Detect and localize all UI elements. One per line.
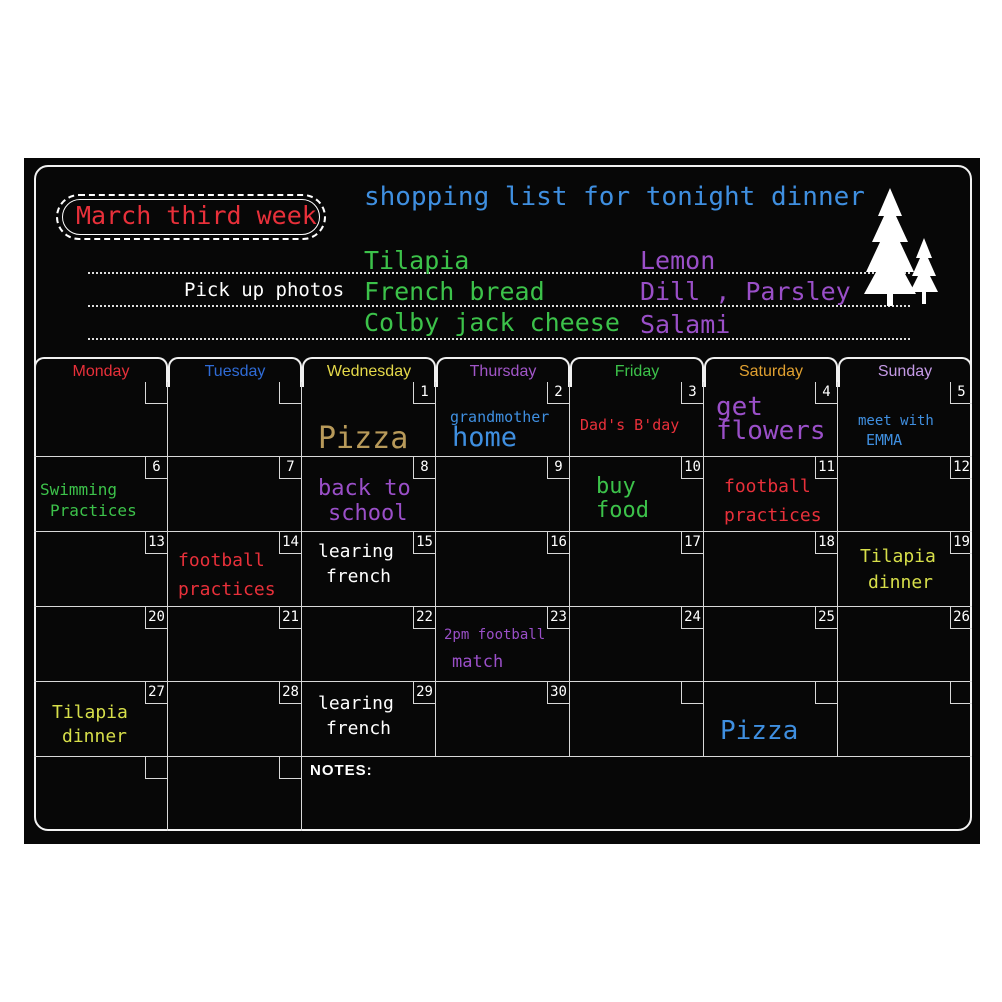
calendar-cell[interactable]: [168, 382, 302, 457]
event-grandmother-a: grandmother: [450, 408, 550, 426]
calendar-cell[interactable]: [34, 382, 168, 457]
calendar-cell[interactable]: [436, 757, 570, 831]
calendar-cell[interactable]: [34, 607, 168, 682]
date-number: 19: [950, 532, 972, 554]
event-learing-french-a: learing: [318, 541, 394, 562]
date-number: 11: [815, 457, 837, 479]
shopping-item-colby-jack: Colby jack cheese: [364, 308, 620, 337]
event-get-flowers-a: get: [716, 392, 763, 422]
date-number: 1: [413, 382, 435, 404]
week-label: March third week: [76, 201, 317, 230]
date-number: 28: [279, 682, 301, 704]
day-header-saturday: Saturday: [704, 357, 838, 387]
event-swimming-b: Practices: [50, 501, 137, 520]
calendar-cell[interactable]: [838, 682, 972, 757]
date-number: 9: [547, 457, 569, 479]
date-number: 25: [815, 607, 837, 629]
event-grandmother-b: home: [452, 422, 518, 453]
calendar-cell[interactable]: [838, 757, 972, 831]
date-number: 6: [145, 457, 167, 479]
day-header-monday: Monday: [34, 357, 168, 387]
calendar-cell[interactable]: [302, 607, 436, 682]
day-header-tuesday: Tuesday: [168, 357, 302, 387]
date-number: [815, 682, 837, 704]
calendar-cell[interactable]: [436, 532, 570, 607]
date-number: 23: [547, 607, 569, 629]
date-number: [279, 382, 301, 404]
event-meet-emma-b: EMMA: [866, 431, 903, 449]
date-number: 24: [681, 607, 703, 629]
event-swimming-a: Swimming: [40, 480, 118, 499]
shopping-item-tilapia: Tilapia: [364, 246, 470, 275]
date-number: 8: [413, 457, 435, 479]
calendar-cell[interactable]: [570, 607, 704, 682]
date-number: [950, 682, 972, 704]
date-number: 30: [547, 682, 569, 704]
notes-label: NOTES:: [310, 762, 373, 779]
event-tilapia-mon-b: dinner: [62, 726, 128, 747]
date-number: 17: [681, 532, 703, 554]
day-header-wednesday: Wednesday: [302, 357, 436, 387]
date-number: [145, 382, 167, 404]
calendar-cell[interactable]: [704, 757, 838, 831]
date-number: 20: [145, 607, 167, 629]
event-tilapia-mon-a: Tilapia: [52, 702, 128, 723]
date-number: 2: [547, 382, 569, 404]
calendar-cell[interactable]: [704, 607, 838, 682]
calendar-cell[interactable]: [838, 607, 972, 682]
date-number: [681, 682, 703, 704]
calendar-cell[interactable]: [34, 757, 168, 831]
event-football-tue-a: football: [178, 550, 265, 571]
calendar-cell[interactable]: [570, 682, 704, 757]
date-number: 5: [950, 382, 972, 404]
event-buy-food-a: buy: [596, 474, 636, 499]
date-number: 7: [279, 457, 301, 479]
shopping-item-lemon: Lemon: [640, 246, 716, 275]
date-number: 4: [815, 382, 837, 404]
date-number: 10: [681, 457, 703, 479]
date-number: 22: [413, 607, 435, 629]
event-football-match-b: match: [452, 652, 504, 672]
event-football-sat-a: football: [724, 476, 811, 497]
event-get-flowers-b: flowers: [716, 416, 826, 446]
day-header-thursday: Thursday: [436, 357, 570, 387]
date-number: 26: [950, 607, 972, 629]
event-back-school-b: school: [328, 501, 408, 526]
event-meet-emma-a: meet with: [858, 413, 934, 429]
date-number: 29: [413, 682, 435, 704]
date-number: 12: [950, 457, 972, 479]
calendar-cell[interactable]: [168, 757, 302, 831]
calendar-cell[interactable]: [168, 682, 302, 757]
event-tilapia-sun-a: Tilapia: [860, 546, 936, 567]
day-header-friday: Friday: [570, 357, 704, 387]
calendar-cell[interactable]: [436, 457, 570, 532]
date-number: [145, 757, 167, 779]
event-buy-food-b: food: [596, 498, 649, 523]
calendar-cell[interactable]: [34, 532, 168, 607]
date-number: 13: [145, 532, 167, 554]
date-number: 3: [681, 382, 703, 404]
calendar-cell[interactable]: [436, 682, 570, 757]
event-pizza-1: Pizza: [318, 421, 409, 456]
calendar-cell[interactable]: [168, 607, 302, 682]
date-number: 27: [145, 682, 167, 704]
event-pizza-2: Pizza: [720, 716, 799, 746]
event-learing-french-b: french: [326, 566, 392, 587]
event-football-match-a: 2pm football: [444, 627, 546, 643]
date-number: 14: [279, 532, 301, 554]
date-number: 16: [547, 532, 569, 554]
event-learing-french2-b: french: [326, 718, 392, 739]
shopping-item-salami: Salami: [640, 310, 731, 339]
date-number: 18: [815, 532, 837, 554]
shopping-item-dill-parsley: Dill , Parsley: [640, 277, 851, 306]
event-back-school-a: back to: [318, 476, 411, 501]
date-number: 15: [413, 532, 435, 554]
calendar-cell[interactable]: [570, 757, 704, 831]
calendar-cell[interactable]: [838, 532, 972, 607]
day-header-sunday: Sunday: [838, 357, 972, 387]
calendar-cell[interactable]: [704, 532, 838, 607]
pine-trees-icon: [862, 186, 942, 308]
shopping-item-french-bread: French bread: [364, 277, 545, 306]
date-number: [279, 757, 301, 779]
event-tilapia-sun-b: dinner: [868, 572, 934, 593]
event-football-sat-b: practices: [724, 505, 822, 526]
event-learing-french2-a: learing: [318, 693, 394, 714]
calendar-cell[interactable]: [168, 457, 302, 532]
calendar-cell[interactable]: [838, 457, 972, 532]
shopping-title: shopping list for tonight dinner: [364, 182, 865, 212]
dotted-line-1: [88, 272, 910, 274]
event-football-tue-b: practices: [178, 579, 276, 600]
event-dads-bday: Dad's B'day: [580, 416, 680, 434]
date-number: 21: [279, 607, 301, 629]
reminder-note: Pick up photos: [184, 279, 345, 301]
calendar-cell[interactable]: [570, 532, 704, 607]
dotted-line-3: [88, 338, 910, 340]
